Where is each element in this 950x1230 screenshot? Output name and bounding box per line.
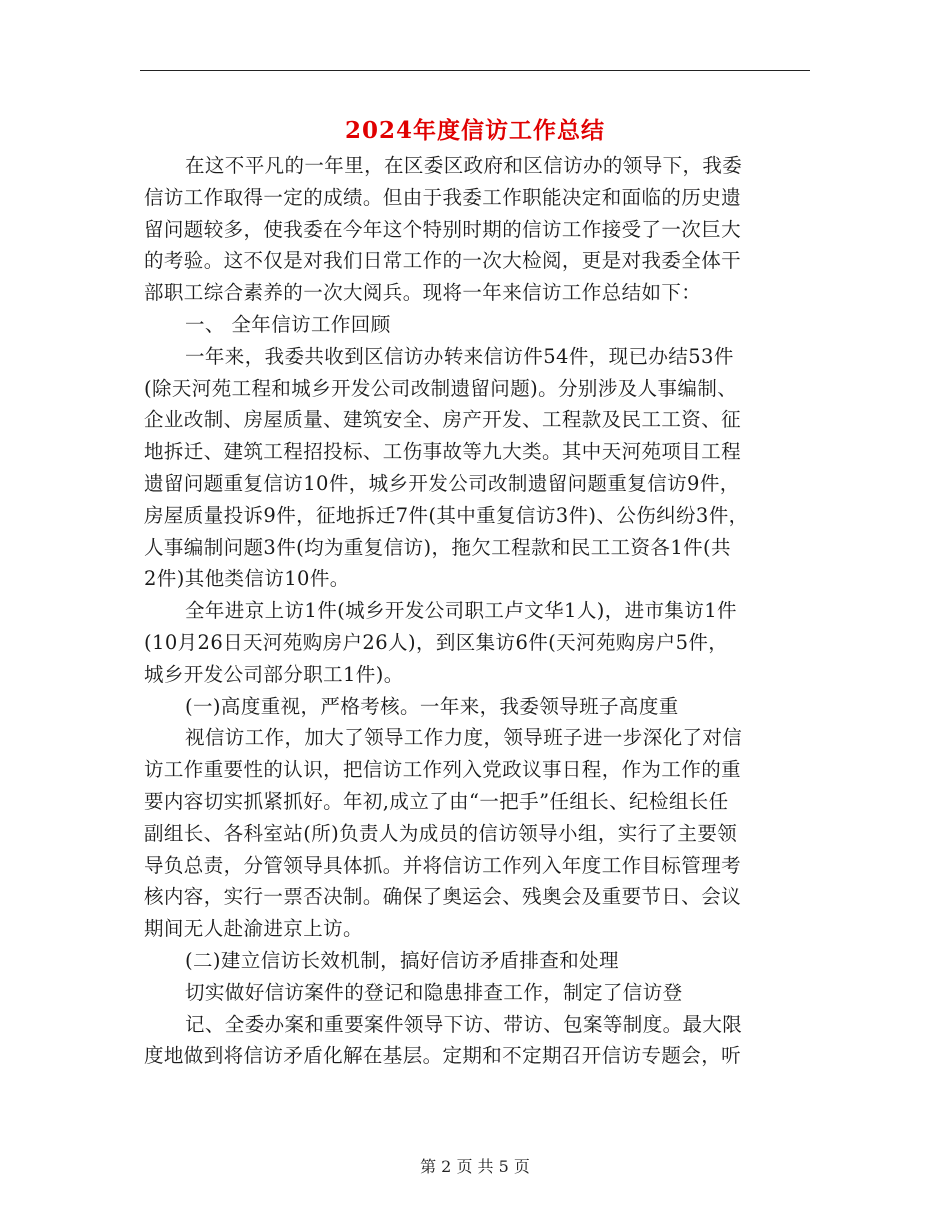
paragraph-line: 记、全委办案和重要案件领导下访、带访、包案等制度。最大限 bbox=[185, 1012, 743, 1036]
paragraph-line: 一年来，我委共收到区信访办转来信访件54件，现已办结53件 bbox=[185, 344, 734, 368]
paragraph-line: 要内容切实抓紧抓好。年初,成立了由“一把手”任组长、纪检组长任 bbox=[144, 789, 729, 813]
paragraph-line: 2件)其他类信访10件。 bbox=[144, 567, 350, 591]
paragraph-line: 全年进京上访1件(城乡开发公司职工卢文华1人)，进市集访1件 bbox=[185, 599, 737, 623]
paragraph-line: 城乡开发公司部分职工1件)。 bbox=[144, 662, 404, 686]
paragraph-line: 企业改制、房屋质量、建筑安全、房产开发、工程款及民工工资、征 bbox=[144, 408, 742, 432]
paragraph-line: 遗留问题重复信访10件，城乡开发公司改制遗留问题重复信访9件， bbox=[144, 471, 740, 495]
paragraph-line: 在这不平凡的一年里，在区委区政府和区信访办的领导下，我委 bbox=[185, 154, 743, 177]
paragraph-line: 副组长、各科室站(所)负责人为成员的信访领导小组，实行了主要领 bbox=[144, 821, 738, 845]
paragraph-line: (二)建立信访长效机制，搞好信访矛盾排查和处理 bbox=[185, 948, 619, 972]
paragraph-line: 部职工综合素养的一次大阅兵。现将一年来信访工作总结如下： bbox=[144, 281, 702, 305]
paragraph-line: 度地做到将信访矛盾化解在基层。定期和不定期召开信访专题会，听 bbox=[144, 1044, 742, 1068]
paragraph-line: 的考验。这不仅是对我们日常工作的一次大检阅，更是对我委全体干 bbox=[144, 249, 742, 273]
paragraph-line: 核内容，实行一票否决制。确保了奥运会、残奥会及重要节日、会议 bbox=[144, 885, 742, 909]
paragraph-line: (除天河苑工程和城乡开发公司改制遗留问题)。分别涉及人事编制、 bbox=[144, 376, 738, 400]
paragraph-line: 切实做好信访案件的登记和隐患排查工作，制定了信访登 bbox=[185, 980, 683, 1004]
paragraph-line: 视信访工作，加大了领导工作力度，领导班子进一步深化了对信 bbox=[185, 726, 743, 750]
paragraph-line: (10月26日天河苑购房户26人)，到区集访6件(天河苑购房户5件， bbox=[144, 630, 729, 654]
paragraph-line: 房屋质量投诉9件，征地拆迁7件(其中重复信访3件)、公伤纠纷3件， bbox=[144, 503, 749, 527]
paragraph-line: 地拆迁、建筑工程招投标、工伤事故等九大类。其中天河苑项目工程 bbox=[144, 440, 742, 464]
document-body bbox=[144, 150, 810, 1072]
paragraph-line: 期间无人赴渝进京上访。 bbox=[144, 917, 363, 941]
paragraph-line: (一)高度重视，严格考核。一年来，我委领导班子高度重 bbox=[185, 694, 679, 718]
paragraph-line: 人事编制问题3件(均为重复信访)，拖欠工程款和民工工资各1件(共 bbox=[144, 535, 731, 559]
header-rule bbox=[140, 70, 810, 71]
paragraph-line: 信访工作取得一定的成绩。但由于我委工作职能决定和面临的历史遗 bbox=[144, 185, 742, 209]
page-footer: 第 2 页 共 5 页 bbox=[420, 1157, 530, 1176]
paragraph-line: 留问题较多，使我委在今年这个特别时期的信访工作接受了一次巨大 bbox=[144, 217, 742, 241]
paragraph-line: 导负总责，分管领导具体抓。并将信访工作列入年度工作目标管理考 bbox=[144, 853, 742, 877]
page-title: 2024年度信访工作总结 bbox=[344, 117, 605, 144]
paragraph-line: 访工作重要性的认识，把信访工作列入党政议事日程，作为工作的重 bbox=[144, 758, 742, 782]
paragraph-line: 一、 全年信访工作回顾 bbox=[185, 312, 391, 336]
